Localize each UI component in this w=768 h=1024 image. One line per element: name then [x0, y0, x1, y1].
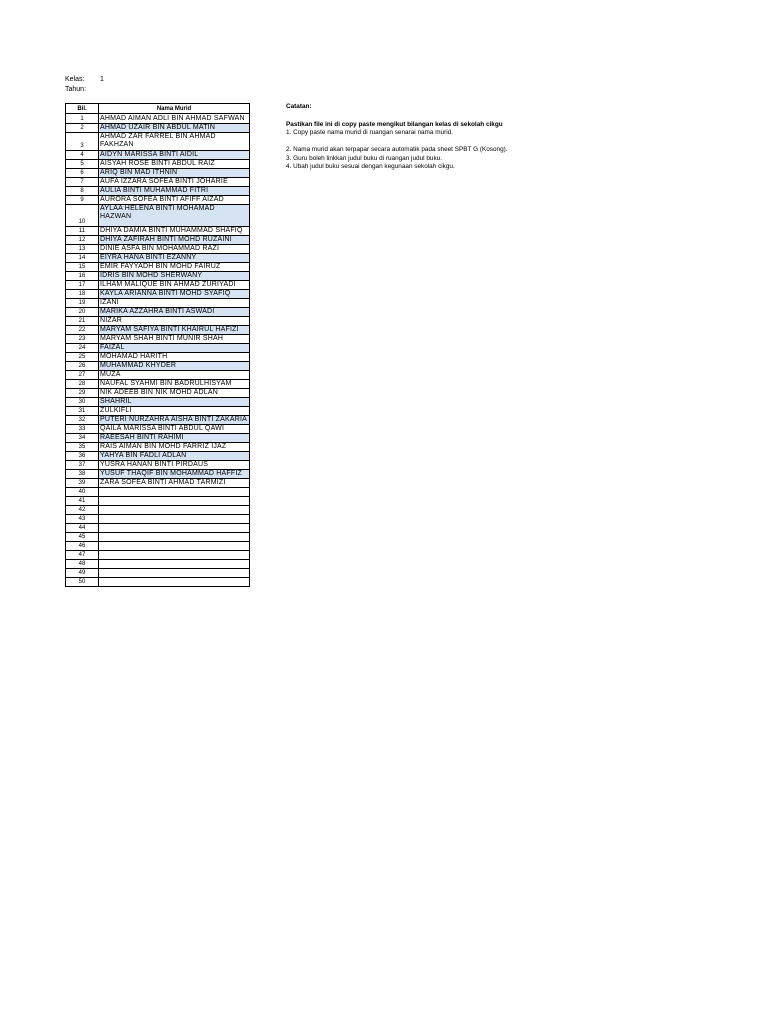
- row-number-cell: 46: [66, 542, 99, 551]
- student-name-cell[interactable]: NIK ADEEB BIN NIK MOHD ADLAN: [99, 389, 250, 398]
- student-name-cell[interactable]: IZANI: [99, 299, 250, 308]
- table-row: [66, 443, 250, 452]
- student-name-cell[interactable]: ARIQ BIN MAD ITHNIN: [99, 169, 250, 178]
- row-number-cell: 18: [66, 290, 99, 299]
- student-name-cell[interactable]: YUSRA HANAN BINTI PIRDAUS: [99, 461, 250, 470]
- note-item-1: 1. Copy paste nama murid di ruangan senarai nama murid.: [286, 129, 453, 136]
- row-number-cell: 4: [66, 151, 99, 160]
- table-row: [66, 308, 250, 317]
- row-number-cell: 3: [66, 133, 99, 151]
- row-number-cell: 28: [66, 380, 99, 389]
- student-name-cell[interactable]: NAUFAL SYAHMI BIN BADRULHISYAM: [99, 380, 250, 389]
- row-number-cell: 22: [66, 326, 99, 335]
- student-name-cell[interactable]: [99, 497, 250, 506]
- student-table: [65, 103, 250, 587]
- table-row: [66, 407, 250, 416]
- row-number-cell: 25: [66, 353, 99, 362]
- row-number-cell: 23: [66, 335, 99, 344]
- table-row: [66, 434, 250, 443]
- table-row: [66, 425, 250, 434]
- student-name-cell[interactable]: MUHAMMAD KHYDER: [99, 362, 250, 371]
- kelas-label: Kelas:: [65, 76, 85, 83]
- student-name-cell[interactable]: [99, 515, 250, 524]
- student-name-cell[interactable]: AISYAH ROSE BINTI ABDUL RAIZ: [99, 160, 250, 169]
- table-row: [66, 389, 250, 398]
- student-name-cell[interactable]: ZARA SOFEA BINTI AHMAD TARMIZI: [99, 479, 250, 488]
- student-rows: [66, 114, 250, 587]
- row-number-cell: 2: [66, 124, 99, 133]
- row-number-cell: 5: [66, 160, 99, 169]
- row-number-cell: 27: [66, 371, 99, 380]
- table-row: [66, 281, 250, 290]
- row-number-cell: 9: [66, 196, 99, 205]
- table-row: [66, 560, 250, 569]
- row-number-cell: 43: [66, 515, 99, 524]
- student-name-cell[interactable]: MARYAM SAFIYA BINTI KHAIRUL HAFIZI: [99, 326, 250, 335]
- table-row: [66, 290, 250, 299]
- student-name-cell[interactable]: NIZAR: [99, 317, 250, 326]
- tahun-label: Tahun:: [65, 86, 87, 93]
- table-row: [66, 133, 250, 151]
- row-number-cell: 24: [66, 344, 99, 353]
- note-item-3: 3. Guru boleh linkkan judul buku di ruangan judul buku.: [286, 154, 442, 162]
- student-name-cell[interactable]: ILHAM MALIQUE BIN AHMAD ZURIYADI: [99, 281, 250, 290]
- student-name-cell[interactable]: PUTERI NURZAHRA AISHA BINTI ZAKARIA: [99, 416, 250, 425]
- row-number-cell: 26: [66, 362, 99, 371]
- col-header-nama-murid: Nama Murid: [99, 104, 250, 114]
- row-number-cell: 11: [66, 227, 99, 236]
- table-row: [66, 533, 250, 542]
- student-name-cell[interactable]: [99, 551, 250, 560]
- student-name-cell[interactable]: DHIYA DAMIA BINTI MUHAMMAD SHAFIQ: [99, 227, 250, 236]
- student-name-cell[interactable]: AHMAD ZAR FARREL BIN AHMAD FAKHZAN: [99, 133, 250, 151]
- row-number-cell: 44: [66, 524, 99, 533]
- table-row: [66, 470, 250, 479]
- student-name-cell[interactable]: FAIZAL: [99, 344, 250, 353]
- row-number-cell: 38: [66, 470, 99, 479]
- table-row: [66, 380, 250, 389]
- table-row: [66, 344, 250, 353]
- student-name-cell[interactable]: AURORA SOFEA BINTI AFIFF AIZAD: [99, 196, 250, 205]
- table-row: [66, 515, 250, 524]
- notes-title: Catatan:: [286, 103, 312, 110]
- row-number-cell: 47: [66, 551, 99, 560]
- row-number-cell: 48: [66, 560, 99, 569]
- table-row: [66, 263, 250, 272]
- student-name-cell[interactable]: ZULKIFLI: [99, 407, 250, 416]
- kelas-value[interactable]: 1: [100, 76, 104, 83]
- student-name-cell[interactable]: [99, 506, 250, 515]
- student-name-cell[interactable]: [99, 524, 250, 533]
- row-number-cell: 1: [66, 114, 99, 124]
- table-row: [66, 362, 250, 371]
- student-name-cell[interactable]: [99, 578, 250, 587]
- student-name-cell[interactable]: YAHYA BIN FADLI ADLAN: [99, 452, 250, 461]
- row-number-cell: 45: [66, 533, 99, 542]
- table-row: [66, 187, 250, 196]
- table-row: [66, 542, 250, 551]
- student-name-cell[interactable]: MUZA: [99, 371, 250, 380]
- student-name-cell[interactable]: RAIS AIMAN BIN MOHD FARRIZ IJAZ: [99, 443, 250, 452]
- student-name-cell[interactable]: IDRIS BIN MOHD SHERWANY: [99, 272, 250, 281]
- table-row: [66, 488, 250, 497]
- student-name-cell[interactable]: AIDYN MARISSA BINTI AIDIL: [99, 151, 250, 160]
- table-row: [66, 398, 250, 407]
- table-row: [66, 245, 250, 254]
- row-number-cell: 13: [66, 245, 99, 254]
- row-number-cell: 10: [66, 205, 99, 227]
- student-name-cell[interactable]: YUSUF THAQIF BIN MOHAMMAD HAFFIZ: [99, 470, 250, 479]
- table-row: [66, 299, 250, 308]
- kelas-row: [65, 76, 104, 84]
- table-row: [66, 254, 250, 263]
- student-name-cell[interactable]: MARIKA AZZAHRA BINTI ASWADI: [99, 308, 250, 317]
- table-row: [66, 371, 250, 380]
- notes-lead: Pastikan file ini di copy paste mengikut bilangan kelas di sekolah cikgu: [286, 120, 503, 128]
- student-name-cell[interactable]: MARYAM SHAH BINTI MUNIR SHAH: [99, 335, 250, 344]
- row-number-cell: 32: [66, 416, 99, 425]
- table-row: [66, 236, 250, 245]
- row-number-cell: 49: [66, 569, 99, 578]
- table-row: [66, 416, 250, 425]
- row-number-cell: 6: [66, 169, 99, 178]
- row-number-cell: 37: [66, 461, 99, 470]
- student-name-cell[interactable]: RAEESAH BINTI RAHIMI: [99, 434, 250, 443]
- table-row: [66, 124, 250, 133]
- student-name-cell[interactable]: AHMAD UZAIR BIN ABDUL MATIN: [99, 124, 250, 133]
- row-number-cell: 39: [66, 479, 99, 488]
- row-number-cell: 21: [66, 317, 99, 326]
- table-row: [66, 326, 250, 335]
- col-header-bil: Bil.: [66, 104, 99, 114]
- row-number-cell: 35: [66, 443, 99, 452]
- student-name-cell[interactable]: EMIR FAYYADH BIN MOHD FAIRUZ: [99, 263, 250, 272]
- row-number-cell: 41: [66, 497, 99, 506]
- table-row: [66, 196, 250, 205]
- row-number-cell: 19: [66, 299, 99, 308]
- row-number-cell: 36: [66, 452, 99, 461]
- notes-panel: [286, 103, 546, 172]
- row-number-cell: 7: [66, 178, 99, 187]
- student-name-cell[interactable]: [99, 560, 250, 569]
- student-name-cell[interactable]: DHIYA ZAFIRAH BINTI MOHD RUZAINI: [99, 236, 250, 245]
- student-name-cell[interactable]: [99, 542, 250, 551]
- table-row: [66, 151, 250, 160]
- table-row: [66, 114, 250, 124]
- table-row: [66, 551, 250, 560]
- table-row: [66, 578, 250, 587]
- row-number-cell: 8: [66, 187, 99, 196]
- row-number-cell: 40: [66, 488, 99, 497]
- table-row: [66, 169, 250, 178]
- row-number-cell: 20: [66, 308, 99, 317]
- student-name-cell[interactable]: EIYRA HANA BINTI EZANNY: [99, 254, 250, 263]
- row-number-cell: 14: [66, 254, 99, 263]
- row-number-cell: 34: [66, 434, 99, 443]
- student-name-cell[interactable]: KAYLA ARIANNA BINTI MOHD SYAFIQ: [99, 290, 250, 299]
- row-number-cell: 30: [66, 398, 99, 407]
- student-name-cell[interactable]: [99, 488, 250, 497]
- table-row: [66, 569, 250, 578]
- student-name-cell[interactable]: AYLAA HELENA BINTI MOHAMAD HAZWAN: [99, 205, 250, 227]
- table-row: [66, 335, 250, 344]
- table-row: [66, 178, 250, 187]
- table-row: [66, 452, 250, 461]
- row-number-cell: 16: [66, 272, 99, 281]
- table-row: [66, 227, 250, 236]
- student-name-cell[interactable]: [99, 533, 250, 542]
- student-name-cell[interactable]: QAILA MARISSA BINTI ABDUL QAWI: [99, 425, 250, 434]
- row-number-cell: 33: [66, 425, 99, 434]
- row-number-cell: 31: [66, 407, 99, 416]
- row-number-cell: 12: [66, 236, 99, 245]
- table-row: [66, 524, 250, 533]
- note-item-2: 2. Nama murid akan terpapar secara automatik pada sheet SPBT G (Kosong).: [286, 146, 508, 153]
- table-row: [66, 506, 250, 515]
- row-number-cell: 42: [66, 506, 99, 515]
- row-number-cell: 29: [66, 389, 99, 398]
- table-row: [66, 317, 250, 326]
- row-number-cell: 50: [66, 578, 99, 587]
- row-number-cell: 15: [66, 263, 99, 272]
- student-name-cell[interactable]: AHMAD AIMAN ADLI BIN AHMAD SAFWAN: [99, 114, 250, 124]
- tahun-row: [65, 86, 86, 94]
- student-name-cell[interactable]: AUFA IZZARA SOFEA BINTI JOHARIE: [99, 178, 250, 187]
- table-row: [66, 160, 250, 169]
- student-name-cell[interactable]: [99, 569, 250, 578]
- student-name-cell[interactable]: DINIE ASFA BIN MOHAMMAD RAZI: [99, 245, 250, 254]
- table-row: [66, 205, 250, 227]
- table-row: [66, 479, 250, 488]
- table-row: [66, 497, 250, 506]
- row-number-cell: 17: [66, 281, 99, 290]
- student-name-cell[interactable]: AULIA BINTI MUHAMMAD FITRI: [99, 187, 250, 196]
- table-row: [66, 353, 250, 362]
- table-row: [66, 461, 250, 470]
- student-name-cell[interactable]: MOHAMAD HARITH: [99, 353, 250, 362]
- student-name-cell[interactable]: SHAHRIL: [99, 398, 250, 407]
- note-item-4: 4. Ubah judul buku sesuai dengan kegunaan sekolah cikgu.: [286, 163, 455, 170]
- table-row: [66, 272, 250, 281]
